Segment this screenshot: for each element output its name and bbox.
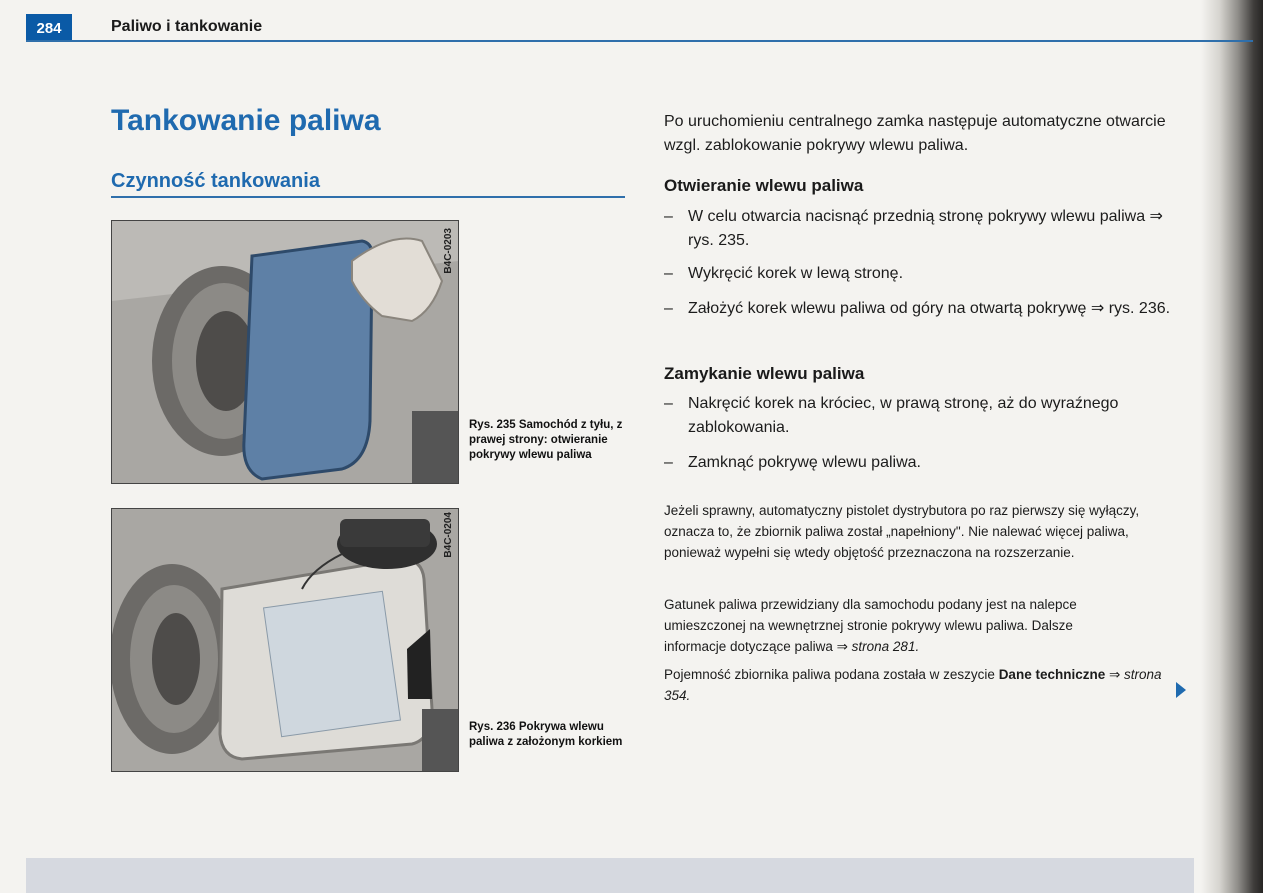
page-number: 284 — [26, 14, 72, 42]
footer-band — [26, 858, 1194, 893]
section-subtitle: Czynność tankowania — [111, 170, 320, 192]
ref-arrow: ⇒ — [1105, 667, 1125, 682]
figure-236-code: B4C-0204 — [443, 512, 454, 558]
intro-paragraph: Po uruchomieniu centralnego zamka następuje automatyczne otwarcie wzgl. zablokowanie pokrywy wlewu paliwa. — [664, 113, 1166, 154]
fuel-cap-attached-illustration — [112, 509, 458, 771]
list-dash: – — [664, 265, 673, 282]
paragraph-fuel-grade — [664, 594, 1134, 657]
list-dash: – — [664, 300, 673, 317]
opening-step-3 — [664, 297, 1174, 321]
paragraph-tank-capacity — [664, 664, 1174, 706]
tank-capacity-text: Pojemność zbiornika paliwa podana została w zeszycie — [664, 667, 999, 682]
list-dash: – — [664, 208, 673, 225]
figure-236-caption: Rys. 236 Pokrywa wlewu paliwa z założonym korkiem — [469, 721, 623, 748]
subtitle-divider — [111, 196, 625, 198]
paragraph-nozzle: Jeżeli sprawny, automatyczny pistolet dystrybutora po raz pierwszy się wyłączy, oznacza to, że zbiornik paliwa został „napełniony". Nie nalewać więcej paliwa, ponieważ wypełni się wtedy objętość przeznaczona na rozszerzanie. — [664, 503, 1140, 560]
page-title: Tankowanie paliwa — [111, 104, 381, 137]
tank-capacity-page-ref[interactable]: strona 354. — [664, 667, 1162, 703]
section-header: Paliwo i tankowanie — [111, 18, 263, 35]
page-binding-shadow — [1201, 0, 1263, 893]
step-text: Założyć korek wlewu paliwa od góry na otwartą pokrywę ⇒ rys. 236. — [688, 300, 1171, 317]
list-dash: – — [664, 395, 673, 412]
header-divider — [26, 40, 1253, 42]
step-text: Zamknąć pokrywę wlewu paliwa. — [688, 454, 921, 471]
fuel-grade-text: Gatunek paliwa przewidziany dla samochodu podany jest na nalepce umieszczonej na wewnętrznej stronie pokrywy wlewu paliwa. Dalsze informacje dotyczące paliwa ⇒ — [664, 597, 1077, 654]
fuel-flap-press-illustration — [112, 221, 458, 483]
step-text: Nakręcić korek na króciec, w prawą stronę, aż do wyraźnego zablokowania. — [688, 395, 1119, 436]
list-dash: – — [664, 454, 673, 471]
step-text: Wykręcić korek w lewą stronę. — [688, 265, 904, 282]
figure-235-caption: Rys. 235 Samochód z tyłu, z prawej strony: otwieranie pokrywy wlewu paliwa — [469, 419, 623, 461]
figure-235-code: B4C-0203 — [443, 228, 454, 274]
closing-step-1 — [664, 392, 1174, 440]
figure-235 — [111, 220, 459, 484]
step-text: W celu otwarcia nacisnąć przednią stronę pokrywy wlewu paliwa ⇒ rys. 235. — [688, 208, 1163, 249]
fuel-grade-page-ref[interactable]: strona 281. — [851, 639, 920, 654]
opening-step-1 — [664, 205, 1174, 253]
closing-step-2 — [664, 451, 1174, 475]
closing-heading: Zamykanie wlewu paliwa — [664, 364, 865, 383]
opening-step-2 — [664, 262, 1174, 286]
opening-heading: Otwieranie wlewu paliwa — [664, 176, 864, 195]
continue-arrow-icon[interactable] — [1176, 682, 1186, 698]
tech-data-ref: Dane techniczne — [998, 667, 1106, 682]
figure-236 — [111, 508, 459, 772]
